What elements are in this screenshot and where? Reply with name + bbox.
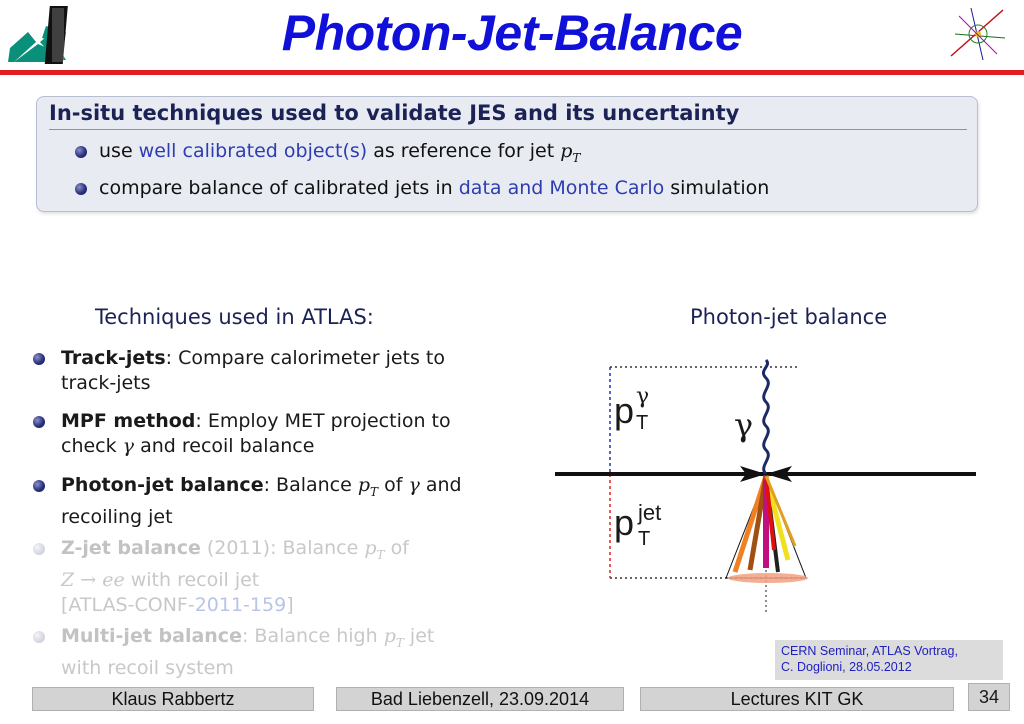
item-text: [ATLAS-CONF-: [61, 593, 195, 616]
gamma-symbol: γ: [408, 474, 420, 496]
conf-note-link[interactable]: 2011-159: [194, 593, 287, 616]
citation-line: C. Doglioni, 28.05.2012: [781, 660, 912, 674]
item-title: Track-jets: [61, 347, 166, 369]
event-display-icon: [945, 4, 1011, 62]
item-text: with recoil jet: [124, 568, 260, 591]
bullet-highlight: well calibrated object(s): [138, 140, 368, 162]
item-text: check: [61, 435, 123, 457]
item-title: Z-jet balance: [61, 537, 201, 559]
bullet-text: simulation: [664, 177, 770, 199]
list-item-multi-jet: [61, 624, 491, 681]
block-bullet-2: [99, 177, 769, 199]
bullet-icon: [33, 416, 45, 428]
bullet-text: use: [99, 140, 139, 162]
citation-line: CERN Seminar, ATLAS Vortrag,: [781, 644, 958, 658]
photon-wavy-line: [763, 360, 768, 474]
item-text: and: [419, 474, 462, 496]
item-text: : Employ MET projection to: [195, 410, 451, 432]
list-item-mpf: [61, 409, 491, 459]
pt-symbol: $p_T$: [357, 474, 379, 499]
bullet-text: as reference for jet: [367, 140, 561, 162]
item-text: track-jets: [61, 372, 151, 394]
jet-calorimeter-deposit: [728, 573, 808, 583]
item-title: MPF method: [61, 410, 196, 432]
list-item-track-jets: [61, 346, 491, 396]
item-text: of: [384, 537, 409, 559]
item-title: Multi-jet balance: [61, 625, 242, 647]
p-letter: p: [614, 502, 635, 543]
block-bullet-1: [99, 140, 580, 165]
item-text: and recoil balance: [134, 435, 315, 457]
bullet-icon: [33, 353, 45, 365]
item-text: : Compare calorimeter jets to: [165, 347, 446, 369]
item-text: recoiling jet: [61, 505, 173, 528]
diagram-heading: Photon-jet balance: [690, 305, 888, 329]
block-title: In-situ techniques used to validate JES and its uncertainty: [49, 101, 740, 125]
item-title: Photon-jet balance: [61, 474, 264, 496]
header-divider: [0, 70, 1024, 75]
item-text: jet: [403, 625, 435, 647]
item-text: with recoil system: [61, 656, 234, 679]
bullet-highlight: data and Monte Carlo: [458, 177, 665, 199]
t-subscript: T: [638, 528, 651, 550]
item-text: ]: [286, 593, 294, 616]
z-ee-formula: Z → ee: [61, 568, 125, 591]
list-item-photon-jet: [61, 473, 491, 530]
pt-symbol: $p_T$: [560, 140, 581, 165]
photon-jet-diagram: [540, 350, 980, 620]
definition-block: [36, 96, 978, 212]
item-text: : Balance high: [241, 625, 384, 647]
list-item-z-jet: [61, 536, 491, 618]
gamma-superscript: γ: [636, 384, 650, 409]
bullet-icon: [75, 183, 87, 195]
gamma-symbol: γ: [122, 435, 135, 457]
footer-event: Lectures KIT GK: [640, 687, 954, 711]
citation-box: [775, 640, 1003, 680]
page-number: 34: [968, 683, 1010, 711]
item-text: : Balance: [263, 474, 358, 496]
gamma-label: γ: [734, 406, 754, 444]
item-text: of: [378, 474, 409, 496]
page-title: Photon-Jet-Balance: [281, 5, 743, 61]
footer-place-date: Bad Liebenzell, 23.09.2014: [336, 687, 624, 711]
pt-symbol: $p_T$: [364, 537, 385, 562]
bullet-text: compare balance of calibrated jets in: [99, 177, 459, 199]
t-subscript: T: [636, 412, 649, 434]
pt-gamma-label: [614, 384, 650, 434]
footer-author: Klaus Rabbertz: [32, 687, 314, 711]
p-letter: p: [614, 390, 635, 431]
bullet-icon: [33, 543, 45, 555]
bullet-icon: [75, 146, 87, 158]
pt-jet-label: [614, 500, 662, 550]
bullet-icon: [33, 631, 45, 643]
jet-superscript: jet: [638, 500, 662, 525]
block-title-rule: [49, 129, 967, 130]
techniques-heading: Techniques used in ATLAS:: [95, 305, 374, 329]
bullet-icon: [33, 480, 45, 492]
pt-symbol: $p_T$: [383, 625, 404, 650]
item-text: (2011): Balance: [200, 537, 365, 559]
